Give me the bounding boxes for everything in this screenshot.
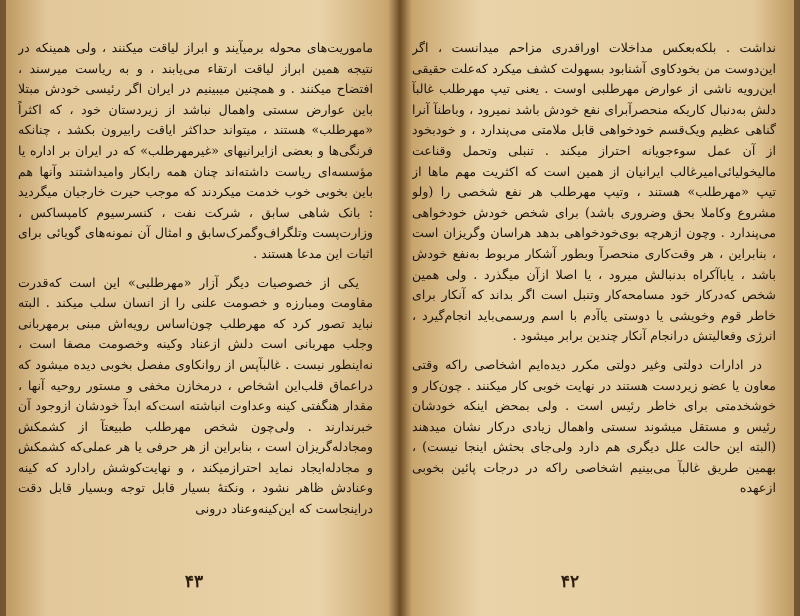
paragraph: یکی از خصوصیات دیگر آزار «مهرطلبی» این است که‌قدرت مقاومت ومبارزه و خصومت علنی را از انسان سلب میکند . البته نباید تصور کرد که مهرطلب چون‌اساس رویه‌اش مبنی برمهربانی وجلب مهربانی است دلش ازعناد وکینه وخصومت مصفا است ، نه‌اینطور نیست . غالبآپس از روانکاوی مفصل بخوبی دیده میشود که دراعماق قلب‌این اشخاص ، درمخازن مخفی و مستور روحیه آنها ، مقدار هنگفتی کینه وعداوت انباشته است‌که ابدآ خودشان ازوجود آن خبرندارند . ولی‌چون شخص مهرطلب طبیعتآ از کشمکش ومجادله‌گریزان است ، بنابراین از هر حرفی یا هر عملی‌که کشمکش و مجادله‌ایجاد نماید احترازمیکند ، و نهایت‌کوشش رادارد که کینه وعنادش ظاهر نشود ، ونکتهٔ بسیار قابل توجه وبسیار قابل دقت دراینجاست که این‌کینه‌وعناد درونی: [18, 274, 373, 517]
paragraph: نداشت . بلکه‌بعکس مداخلات اوراقدری مزاحم میدانست ، اگر این‌دوست من بخودکاوی آشنابود بسهولت کشف میکرد که‌علت حقیقی این‌رویه ناشی از عوارض مهرطلبی اوست . یعنی تیپ مهرطلب غالبآ دلش به‌دنبال کاریکه منحصرآبرای نفع خودش باشد نمیرود ، وباطنآ آنرا گناهی عظیم ویک‌قسم خودخواهی قابل ملامتی می‌پندارد ، و خودبخود از آن عمل سوءجویانه احتراز میکند . تنبلی وتحمل وقناعت مالیخولیائی‌امیرغالب ایرانیان از همین است که اکثریت مهم ماها از تیپ «مهرطلب» هستند ، وتیپ مهرطلب هر نفع شخصی را (ولو مشروع وکاملا بحق وضروری باشد) برای شخص خودش خودخواهی می‌پندارد . وچون ازهرچه بوی‌خودخواهی بدهد هراسان وگریزان است ، بنابراین ، هر وقت‌کاری منحصرآ وبطور آشکار مربوط به‌نفع خودش باشد ، یاباآکراه بدنبالش میرود ، یا اصلا ازآن میگذرد . ولی همین شخص که‌درکار خود مسامحه‌کار وتنبل است اگر بداند که آنکار برای خاطر قوم وخویشی یا دوستی یاآدم با اسم ورسمی‌باید انجام‌گیرد ، انرژی وفعالیتش درانجام آنکار چندین برابر میشود .: [412, 40, 776, 344]
right-page-number: ۴۲: [560, 572, 580, 592]
paragraph: ماموریت‌های محوله برمیآیند و ابراز لیاقت میکنند ، ولی همینکه در نتیجه همین ابراز لیاقت ارتقاء می‌یابند ، و به ریاست میرسند ، افتضاح میکنند . و همچنین میبینیم در ایران اگر رئیسی خودش مبتلا باین عوارض سستی واهمال نباشد از زیردستان خود ، که اکثراً «مهرطلب» هستند ، میتواند حداکثر ایاقت رابیرون بکشد ، چنانکه فرنگی‌ها و بعضی ازایرانیهای «غیرمهرطلب» که در ایران بر اداره یا مؤسسه‌ای ریاست داشته‌اند چنان همه رابکار وامیداشتند وآنها هم باین بخوبی خوب خدمت میکردند که موجب حیرت خارجیان میگردید : بانک شاهی سابق ، شرکت نفت ، کنسرسیوم کامپساکس ، وزارت‌پست وتلگراف‌وگمرک‌سابق و امثال آن نمونه‌های گویائی برای اثبات این مدعا هستند .: [18, 40, 373, 261]
right-page-text: [412, 38, 776, 558]
book-edge-left: [0, 0, 6, 616]
left-page-text: [18, 38, 373, 558]
left-page-number: ۴۳: [184, 572, 204, 592]
book-edge-right: [794, 0, 800, 616]
paragraph: در ادارات دولتی وغیر دولتی مکرر دیده‌ایم اشخاصی راکه وقتی معاون یا عضو زیردست هستند در نهایت خوبی کار میکنند . چون‌کار و خوشخدمتی برای خاطر رئیس است . ولی بمحض اینکه خودشان رئیس و مستقل میشوند سستی واهمال زیادی درکار نشان میدهند (البته این حالت علل دیگری هم دارد ولی‌جای بحثش اینجا نیست) ، بهمین طریق غالبآ می‌بینیم اشخاصی راکه در درجات پائین بخوبی ازعهده: [412, 356, 776, 496]
